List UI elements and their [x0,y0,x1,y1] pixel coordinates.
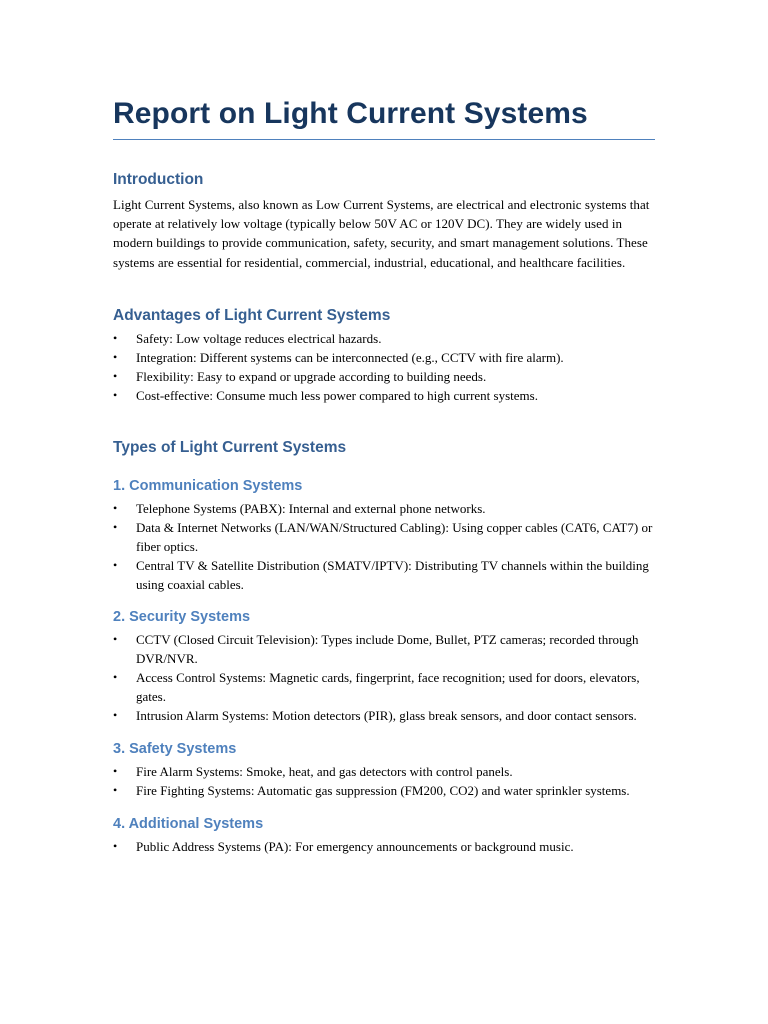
list-item [113,329,655,348]
list-item [113,837,655,856]
bullet-icon: • [113,330,118,345]
safety-systems-heading: 3. Safety Systems [113,740,237,757]
bullet-icon: • [113,763,118,778]
list-item [113,499,655,518]
list-item-text: Fire Fighting Systems: Automatic gas suppression (FM200, CO2) and water sprinkler systems. [136,782,630,798]
introduction-heading: Introduction [113,171,204,188]
bullet-icon: • [113,387,118,402]
list-item-text: Safety: Low voltage reduces electrical hazards. [136,330,382,346]
list-item [113,556,655,594]
bullet-icon: • [113,519,118,534]
list-item [113,630,655,668]
advantages-heading: Advantages of Light Current Systems [113,306,391,324]
list-item-text: Access Control Systems: Magnetic cards, fingerprint, face recognition; used for doors, elevators, gates. [136,669,640,704]
list-item [113,706,655,725]
communication-systems-list [113,499,655,594]
list-item-text: Cost-effective: Consume much less power compared to high current systems. [136,387,538,403]
introduction-paragraph: Light Current Systems, also known as Low Current Systems, are electrical and electronic systems that operate at relatively low voltage (typically below 50V AC or 120V DC). They are widely used in modern buildings to provide communication, safety, security, and smart management solutions. These systems are essential for residential, commercial, industrial, educational, and healthcare facilities. [113,197,650,270]
types-heading: Types of Light Current Systems [113,438,347,456]
bullet-icon: • [113,707,118,722]
list-item [113,781,655,800]
list-item [113,367,655,386]
list-item [113,518,655,556]
list-item-text: Integration: Different systems can be interconnected (e.g., CCTV with fire alarm). [136,349,564,365]
list-item-text: Public Address Systems (PA): For emergency announcements or background music. [136,838,574,854]
list-item-text: Central TV & Satellite Distribution (SMATV/IPTV): Distributing TV channels within the building using coaxial cables. [136,557,649,592]
security-systems-list [113,630,655,725]
list-item [113,668,655,706]
list-item [113,348,655,367]
bullet-icon: • [113,368,118,383]
title-divider [113,139,655,140]
list-item [113,762,655,781]
communication-systems-heading: 1. Communication Systems [113,477,303,494]
safety-systems-list [113,762,655,800]
bullet-icon: • [113,631,118,646]
bullet-icon: • [113,838,118,853]
bullet-icon: • [113,349,118,364]
document-page [113,94,655,856]
bullet-icon: • [113,557,118,572]
list-item-text: Fire Alarm Systems: Smoke, heat, and gas detectors with control panels. [136,763,513,779]
list-item-text: Flexibility: Easy to expand or upgrade according to building needs. [136,368,487,384]
document-title: Report on Light Current Systems [113,97,588,130]
bullet-icon: • [113,782,118,797]
list-item-text: Intrusion Alarm Systems: Motion detectors (PIR), glass break sensors, and door contact sensors. [136,707,637,723]
additional-systems-list [113,837,655,856]
list-item-text: Telephone Systems (PABX): Internal and external phone networks. [136,500,486,516]
bullet-icon: • [113,500,118,515]
list-item-text: CCTV (Closed Circuit Television): Types include Dome, Bullet, PTZ cameras; recorded through DVR/NVR. [136,631,639,666]
list-item [113,386,655,405]
list-item-text: Data & Internet Networks (LAN/WAN/Structured Cabling): Using copper cables (CAT6, CAT7) or fiber optics. [136,519,653,554]
security-systems-heading: 2. Security Systems [113,608,251,625]
advantages-list [113,329,655,405]
additional-systems-heading: 4. Additional Systems [113,815,264,832]
bullet-icon: • [113,669,118,684]
